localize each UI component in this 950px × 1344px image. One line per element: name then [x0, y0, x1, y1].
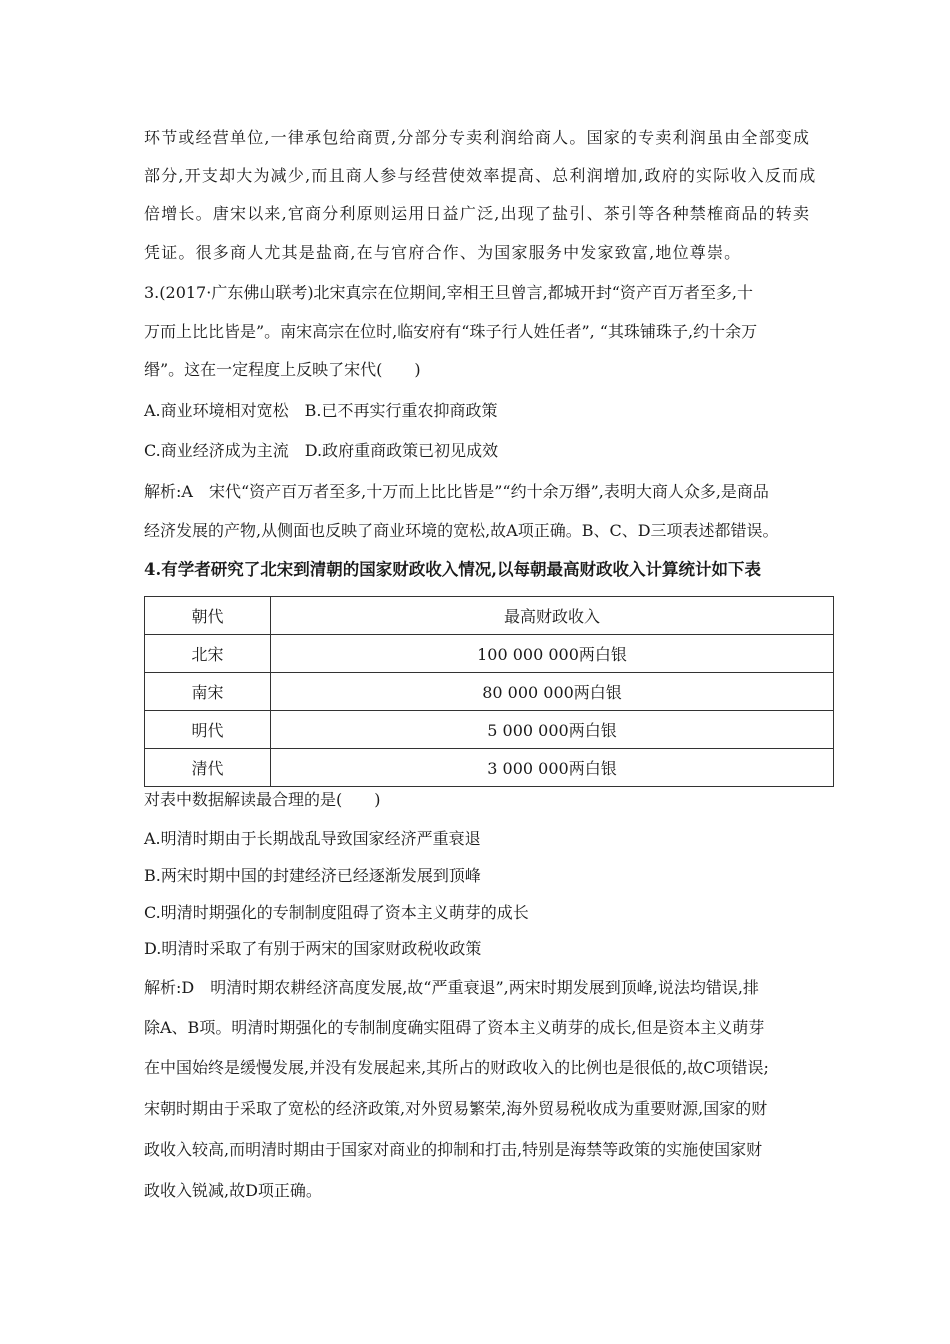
paragraph-line: 部分,开支却大为减少,而且商人参与经营使效率提高、总利润增加,政府的实际收入反而成	[144, 166, 817, 185]
table-cell-revenue: 3 000 000两白银	[271, 749, 834, 787]
question-3-options-cd: C.商业经济成为主流 D.政府重商政策已初见成效	[144, 441, 499, 460]
table-row	[145, 749, 834, 787]
question-3-stem-line: 3.(2017·广东佛山联考)北宋真宗在位期间,宰相王旦曾言,都城开封“资产百万者至多,十	[144, 283, 753, 302]
question-4-stem: 4.有学者研究了北宋到清朝的国家财政收入情况,以每朝最高财政收入计算统计如下表	[144, 560, 761, 579]
revenue-table	[144, 596, 834, 787]
question-4-option-b: B.两宋时期中国的封建经济已经逐渐发展到顶峰	[144, 866, 481, 885]
table-row	[145, 673, 834, 711]
table-header-row	[145, 597, 834, 635]
question-3-answer-line: 解析:A 宋代“资产百万者至多,十万而上比比皆是”“约十余万缗”,表明大商人众多,是商品	[144, 482, 769, 501]
question-3-options-ab: A.商业环境相对宽松 B.已不再实行重农抑商政策	[144, 401, 498, 420]
table-cell-dynasty: 明代	[145, 711, 271, 749]
paragraph-line: 凭证。很多商人尤其是盐商,在与官府合作、为国家服务中发家致富,地位尊崇。	[144, 243, 742, 262]
table-cell-revenue: 80 000 000两白银	[271, 673, 834, 711]
question-3-stem-line: 万而上比比皆是”。南宋高宗在位时,临安府有“珠子行人姓任者”, “其珠铺珠子,约十余万	[144, 322, 758, 341]
question-4-option-c: C.明清时期强化的专制制度阻碍了资本主义萌芽的成长	[144, 903, 529, 922]
question-4-answer-line: 政收入较高,而明清时期由于国家对商业的抑制和打击,特别是海禁等政策的实施使国家财	[144, 1140, 763, 1159]
paragraph-line: 倍增长。唐宋以来,官商分利原则运用日益广泛,出现了盐引、茶引等各种禁榷商品的转卖	[144, 204, 811, 223]
question-4-option-d: D.明清时采取了有别于两宋的国家财政税收政策	[144, 939, 482, 958]
table-cell-dynasty: 清代	[145, 749, 271, 787]
question-4-option-a: A.明清时期由于长期战乱导致国家经济严重衰退	[144, 829, 481, 848]
question-3-answer-line: 经济发展的产物,从侧面也反映了商业环境的宽松,故A项正确。B、C、D三项表述都错误。	[144, 521, 779, 540]
question-4-answer-line: 在中国始终是缓慢发展,并没有发展起来,其所占的财政收入的比例也是很低的,故C项错误;	[144, 1058, 769, 1077]
table-row	[145, 711, 834, 749]
table-row	[145, 635, 834, 673]
question-4-answer-line: 宋朝时期由于采取了宽松的经济政策,对外贸易繁荣,海外贸易税收成为重要财源,国家的财	[144, 1099, 768, 1118]
table-cell-revenue: 5 000 000两白银	[271, 711, 834, 749]
table-header-revenue: 最高财政收入	[271, 597, 834, 635]
question-4-answer-line: 政收入锐减,故D项正确。	[144, 1181, 322, 1200]
table-header-dynasty: 朝代	[145, 597, 271, 635]
table-cell-revenue: 100 000 000两白银	[271, 635, 834, 673]
table-cell-dynasty: 北宋	[145, 635, 271, 673]
question-4-prompt: 对表中数据解读最合理的是( )	[144, 790, 381, 809]
table-cell-dynasty: 南宋	[145, 673, 271, 711]
question-4-answer-line: 解析:D 明清时期农耕经济高度发展,故“严重衰退”,两宋时期发展到顶峰,说法均错误,排	[144, 978, 759, 997]
question-4-answer-line: 除A、B项。明清时期强化的专制制度确实阻碍了资本主义萌芽的成长,但是资本主义萌芽	[144, 1018, 765, 1037]
question-3-stem-line: 缗”。这在一定程度上反映了宋代( )	[144, 360, 421, 379]
paragraph-line: 环节或经营单位,一律承包给商贾,分部分专卖利润给商人。国家的专卖利润虽由全部变成	[144, 128, 811, 147]
